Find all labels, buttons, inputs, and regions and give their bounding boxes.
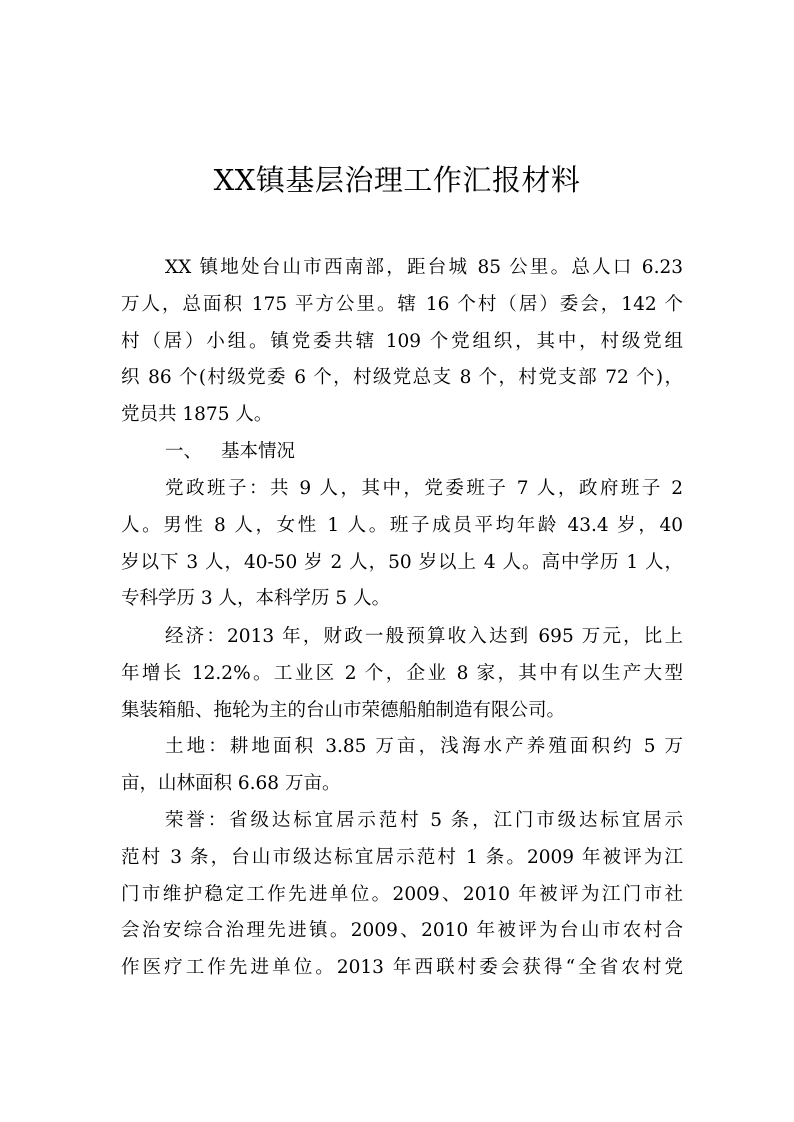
paragraph-line: 织 86 个(村级党委 6 个，村级党总支 8 个，村党支部 72 个)， [121, 367, 683, 389]
paragraph-line: 专科学历 3 人，本科学历 5 人。 [121, 588, 391, 610]
intro-paragraph [121, 250, 683, 434]
paragraph-line: 土地：耕地面积 3.85 万亩，浅海水产养殖面积约 5 万 [165, 736, 683, 757]
paragraph-line: 荣誉：省级达标宜居示范村 5 条，江门市级达标宜居示 [165, 810, 683, 831]
honor-paragraph [121, 803, 683, 987]
paragraph-line: 范村 3 条，台山市级达标宜居示范村 1 条。2009 年被评为江 [121, 846, 683, 868]
paragraph-line: 门市维护稳定工作先进单位。2009、2010 年被评为江门市社 [121, 883, 683, 905]
section-heading [121, 434, 727, 471]
paragraph-line: 会治安综合治理先进镇。2009、2010 年被评为台山市农村合 [121, 920, 683, 942]
paragraph-line: 万人，总面积 175 平方公里。辖 16 个村（居）委会，142 个 [121, 293, 683, 315]
paragraph-line: 集装箱船、拖轮为主的台山市荣德船舶制造有限公司。 [121, 699, 566, 721]
paragraph-line: 人。男性 8 人，女性 1 人。班子成员平均年龄 43.4 岁，40 [121, 514, 683, 536]
paragraph-line: 村（居）小组。镇党委共辖 109 个党组织，其中，村级党组 [121, 330, 683, 352]
paragraph-line: XX 镇地处台山市西南部，距台城 85 公里。总人口 6.23 [165, 257, 683, 278]
document-title: XX镇基层治理工作汇报材料 [213, 163, 581, 197]
paragraph-line: 党政班子：共 9 人，其中，党委班子 7 人，政府班子 2 [165, 478, 683, 499]
economy-paragraph [121, 619, 683, 729]
paragraph-line: 经济：2013 年，财政一般预算收入达到 695 万元，比上 [165, 626, 683, 647]
land-paragraph [121, 729, 683, 803]
paragraph-line: 年增长 12.2%。工业区 2 个，企业 8 家，其中有以生产大型 [121, 662, 683, 684]
paragraph-line: 作医疗工作先进单位。2013 年西联村委会获得“全省农村党 [121, 957, 683, 979]
paragraph-line: 亩，山林面积 6.68 万亩。 [121, 772, 341, 794]
paragraph-line: 岁以下 3 人，40-50 岁 2 人，50 岁以上 4 人。高中学历 1 人， [121, 551, 683, 573]
section-number: 一、 [165, 441, 203, 462]
party-paragraph [121, 471, 683, 618]
paragraph-line: 党员共 1875 人。 [121, 404, 273, 426]
section-heading-text: 基本情况 [221, 441, 296, 462]
